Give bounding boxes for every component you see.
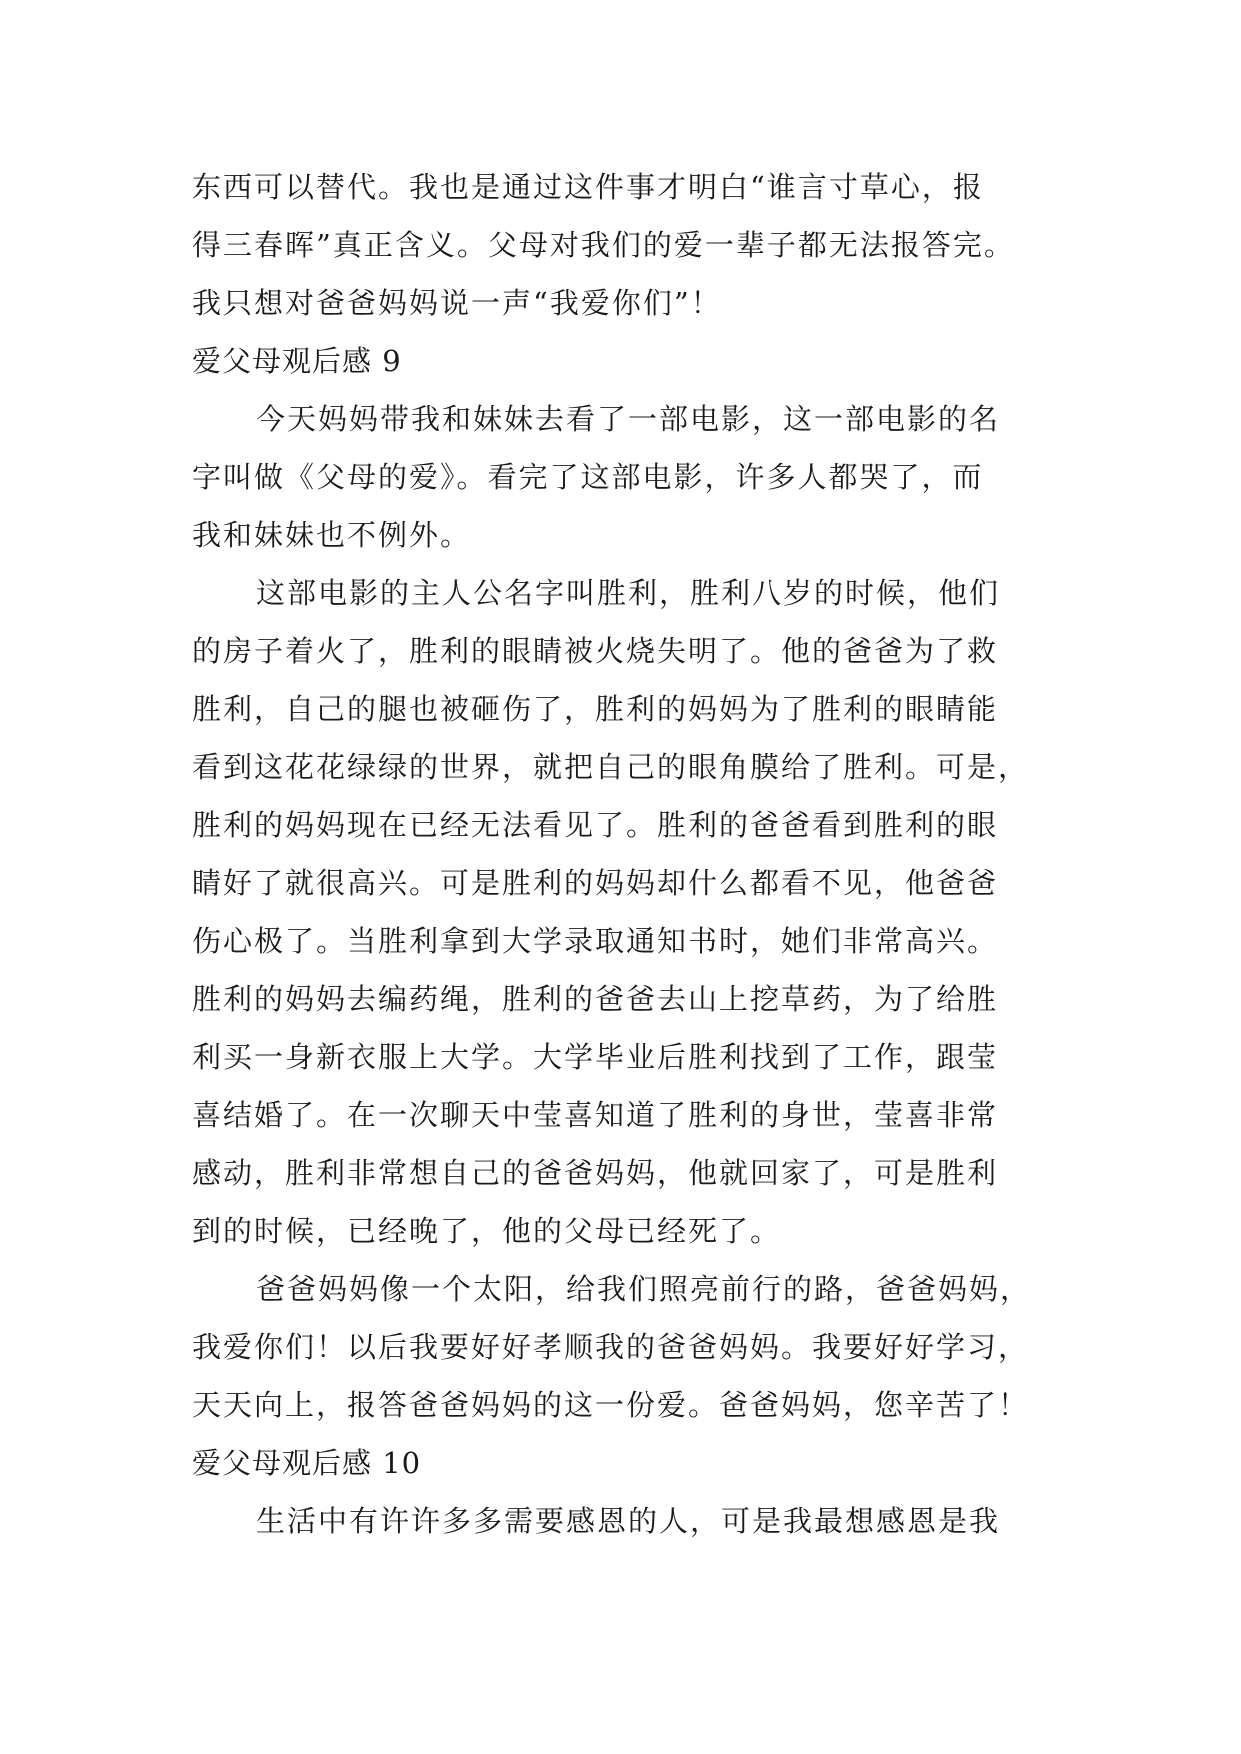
paragraph-first-line: 这部电影的主人公名字叫胜利，胜利八岁的时候，他们 — [256, 576, 1001, 610]
text-line: 感动，胜利非常想自己的爸爸妈妈，他就回家了，可是胜利 — [192, 1156, 999, 1190]
text-line: 我和妹妹也不例外。 — [192, 518, 472, 552]
text-line: 我只想对爸爸妈妈说一声“我爱你们”！ — [192, 286, 722, 320]
text-line: 胜利的妈妈现在已经无法看见了。胜利的爸爸看到胜利的眼 — [192, 808, 999, 842]
text-line: 天天向上，报答爸爸妈妈的这一份爱。爸爸妈妈，您辛苦了！ — [192, 1388, 1030, 1422]
text-line: 我爱你们！以后我要好好孝顺我的爸爸妈妈。我要好好学习， — [192, 1330, 1030, 1364]
document-body — [192, 158, 1054, 1550]
paragraph-first-line: 生活中有许许多多需要感恩的人，可是我最想感恩是我 — [256, 1504, 1001, 1538]
text-line: 东西可以替代。我也是通过这件事才明白“谁言寸草心，报 — [192, 170, 984, 204]
section-heading: 爱父母观后感 10 — [192, 1446, 422, 1480]
text-line: 伤心极了。当胜利拿到大学录取通知书时，她们非常高兴。 — [192, 924, 999, 958]
paragraph-first-line: 爸爸妈妈像一个太阳，给我们照亮前行的路，爸爸妈妈， — [256, 1272, 1032, 1306]
text-line: 喜结婚了。在一次聊天中莹喜知道了胜利的身世，莹喜非常 — [192, 1098, 999, 1132]
text-line: 胜利，自己的腿也被砸伤了，胜利的妈妈为了胜利的眼睛能 — [192, 692, 999, 726]
text-line: 得三春晖”真正含义。父母对我们的爱一辈子都无法报答完。 — [192, 228, 1015, 262]
text-line: 睛好了就很高兴。可是胜利的妈妈却什么都看不见，他爸爸 — [192, 866, 999, 900]
text-line: 利买一身新衣服上大学。大学毕业后胜利找到了工作，跟莹 — [192, 1040, 999, 1074]
paragraph-first-line: 今天妈妈带我和妹妹去看了一部电影，这一部电影的名 — [256, 402, 1001, 436]
text-line: 到的时候，已经晚了，他的父母已经死了。 — [192, 1214, 782, 1248]
text-line: 看到这花花绿绿的世界，就把自己的眼角膜给了胜利。可是， — [192, 750, 1030, 784]
text-line: 的房子着火了，胜利的眼睛被火烧失明了。他的爸爸为了救 — [192, 634, 999, 668]
section-heading: 爱父母观后感 9 — [192, 344, 402, 378]
text-line: 字叫做《父母的爱》。看完了这部电影，许多人都哭了，而 — [192, 460, 984, 494]
text-line: 胜利的妈妈去编药绳，胜利的爸爸去山上挖草药，为了给胜 — [192, 982, 999, 1016]
